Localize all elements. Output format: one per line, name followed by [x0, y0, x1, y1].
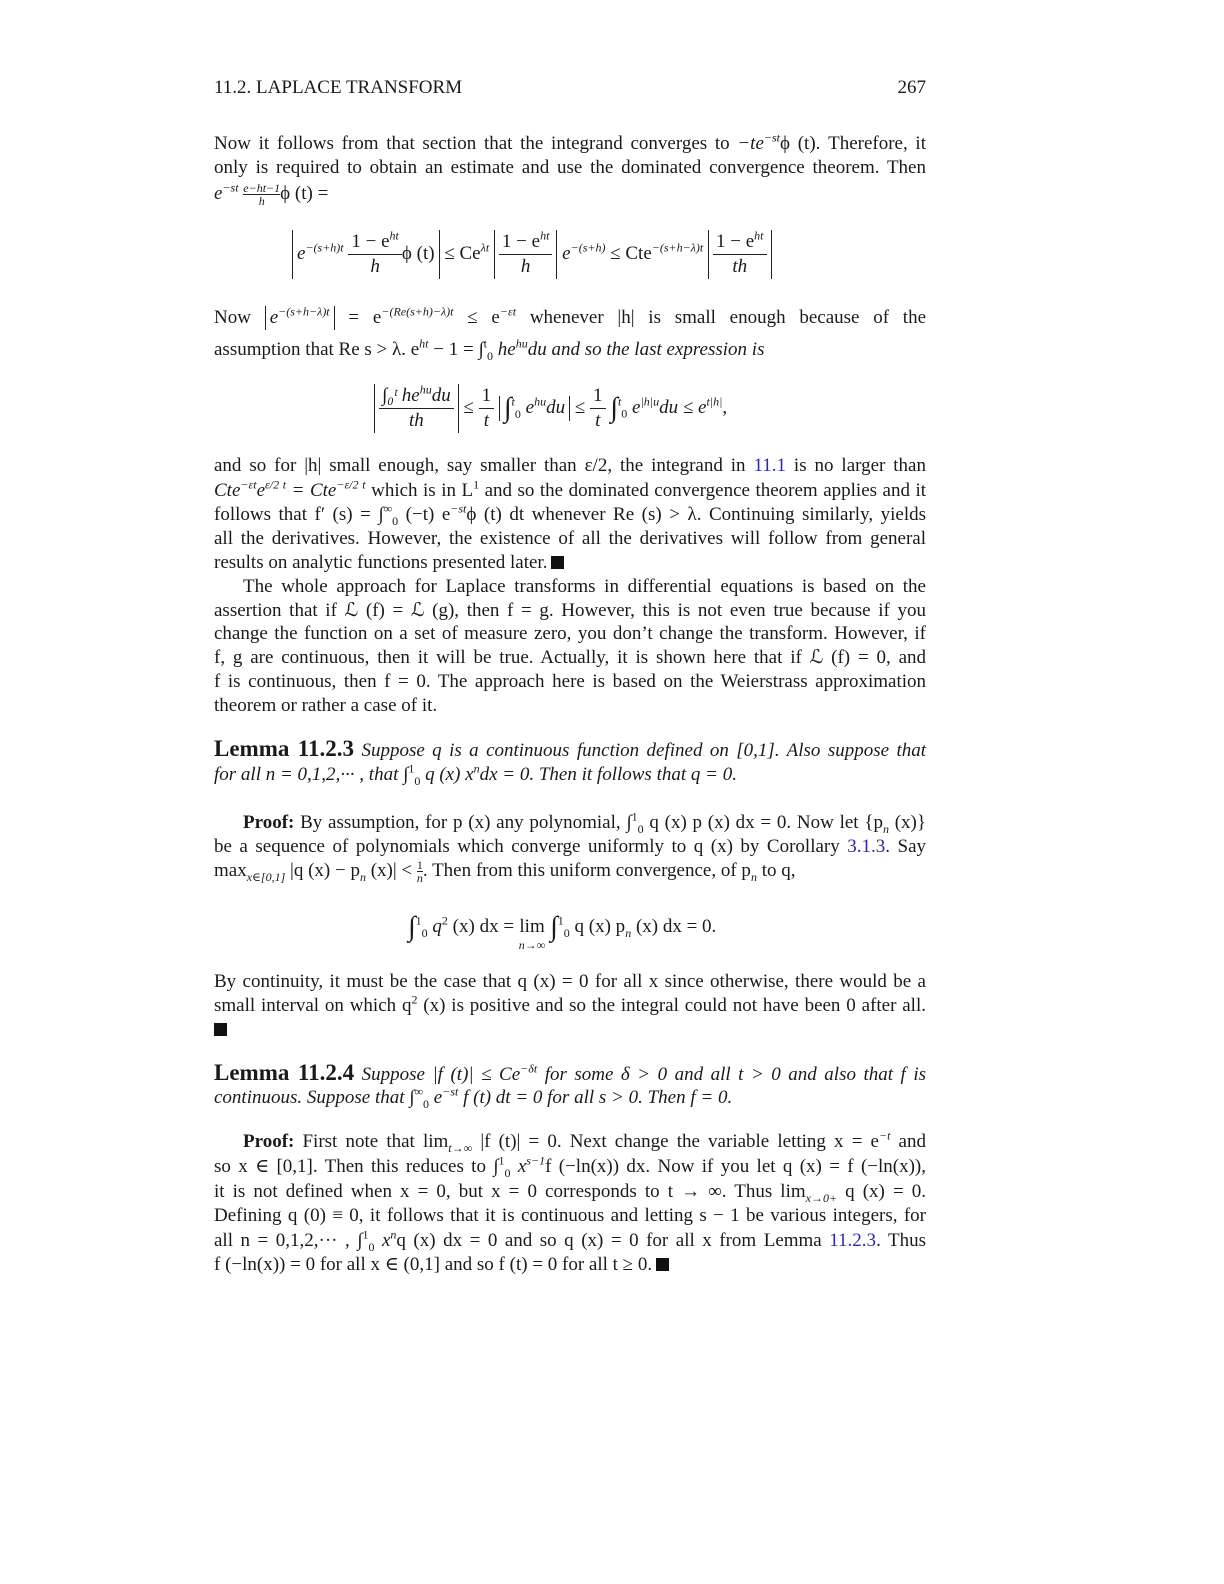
equation-reference-link[interactable]: 11.1: [753, 455, 787, 476]
display-equation-3: ∫$^1_0$ $q^2$ (x) dx = lim n→∞ ∫$^1_0$ q (x) $p_n$ (x) dx = 0.: [408, 911, 717, 952]
proof-line: $\max_{x\in[0,1]} |q$ $(x) - p_n$ (x)| < $\frac{1}{n}$. Then from this uniform convergence, of $p_n$ to q,: [214, 858, 796, 886]
paragraph-line: and so for |h| small enough, say smaller than ε/2, the integrand in 11.1 is no larger than: [214, 455, 926, 476]
paragraph-line: By continuity, it must be the case that q (x) = 0 for all x since otherwise, there would be a: [214, 971, 926, 992]
paragraph-line: results on analytic functions presented later.: [214, 551, 926, 575]
qed-square-icon: [214, 1023, 227, 1036]
proof-line: it is not defined when x = 0, but x = 0 corresponds to t → ∞. Thus $\lim_{x\to 0+} q$ (x) = 0.: [214, 1181, 927, 1205]
paragraph-line: $Cte^{-\varepsilon t}e^{\varepsilon/2 t} = Cte^{-\varepsilon/2 t}$ which is in $L^1$ and so the dominated convergence theorem applies and it: [214, 477, 927, 501]
paragraph-line: Now $e^{-(s+h-\lambda)t} = e^{-(Re(s+h)-\lambda)t} \le e^{-\varepsilon t}$ whenever |h| is small enough because of the: [214, 304, 927, 328]
qed-square-icon: [656, 1258, 669, 1271]
display-equation-1: $e^{-(s+h)t}$ $\frac{1 - e^{ht}}{h}$ ϕ $(t) \le Ce^{\lambda t}$ $\frac{1 - e^{ht}}{h}$ $e^{-(s+h)} \le Cte^{-(s+h-\lambda)t}$ $\frac{1 - e^{ht}}{th}$: [292, 230, 772, 279]
paragraph-line: assumption that Re s > λ. $e^{ht} - 1 = \int^t_0$ $he^{hu}du$ and so the last expression is: [214, 336, 765, 363]
paragraph-line: $e^{-st}$ $\frac{e-ht-1}{h}\phi$ (t) =: [214, 180, 329, 209]
paragraph-line: change the function on a set of measure zero, you don’t change the transform. However, if: [214, 623, 926, 644]
lemma-statement: continuous. Suppose that $\int^\infty_0$ $e^{-st}$ f (t) dt = 0 for all s > 0. Then f = 0.: [214, 1084, 733, 1111]
paragraph-line: theorem or rather a case of it.: [214, 695, 438, 716]
paragraph-line: small interval on which $q^2$ (x) is positive and so the integral could not have been 0 after all.: [214, 992, 926, 1016]
lemma-statement: Lemma 11.2.3 Suppose q is a continuous function defined on [0,1]. Also suppose that: [214, 736, 927, 761]
proof-line: so x ∈ [0,1]. Then this reduces to ∫$^1_0$ $x^{s-1}f$ (−ln(x)) dx. Now if you let q (x) = f (−ln(x)),: [214, 1153, 927, 1180]
paragraph-line: only is required to obtain an estimate and use the dominated convergence theorem. Then: [214, 157, 926, 178]
proof-line: f (−ln(x)) = 0 for all x ∈ (0,1] and so f (t) = 0 for all t ≥ 0.: [214, 1253, 926, 1277]
corollary-reference-link[interactable]: 3.1.3: [847, 836, 886, 857]
paragraph-line: assertion that if ℒ (f) = ℒ (g), then f = g. However, this is not even true because if you: [214, 600, 926, 621]
running-header-section: 11.2. LAPLACE TRANSFORM: [214, 77, 463, 98]
paragraph-line: The whole approach for Laplace transforms in differential equations is based on the: [243, 576, 926, 597]
lemma-title: Lemma 11.2.3: [214, 736, 355, 761]
lemma-statement: Lemma 11.2.4 Suppose |f $(t)| \le Ce^{-\delta t}$ for some δ > 0 and all t > 0 and also that f is: [214, 1060, 926, 1085]
paragraph-line: f, g are continuous, then it will be true. Actually, it is shown here that if ℒ (f) = 0, and: [214, 647, 926, 668]
lemma-reference-link[interactable]: 11.2.3: [829, 1230, 877, 1251]
lemma-title: Lemma 11.2.4: [214, 1060, 355, 1085]
proof-line: Defining q (0) ≡ 0, it follows that it is continuous and letting s − 1 be various integers, for: [214, 1205, 926, 1226]
paragraph-line: follows that f′ $(s) = \int^\infty_0$ (−t) $e^{-st}\phi$ (t) dt whenever Re (s) > λ. Continuing similarly, yields: [214, 501, 926, 528]
proof-line: all n = 0,1,2,··· , ∫$^1_0$ $x^nq$ (x) dx = 0 and so q (x) = 0 for all x from Lemma 11.2.3. Thus: [214, 1227, 926, 1254]
paragraph-line: Now it follows from that section that the integrand converges to $-te^{-st}\phi$ (t). Therefore, it: [214, 130, 926, 154]
proof-line: Proof: First note that $\lim_{t\to\infty} |f$ (t)| = 0. Next change the variable letting $x = e^{-t}$ and: [243, 1128, 926, 1155]
proof-line: Proof: By assumption, for p (x) any polynomial, ∫$^1_0$ q (x) p (x) dx = 0. Now let {$p_n$ (x)}: [243, 809, 926, 836]
paragraph-line: all the derivatives. However, the existence of all the derivatives will follow from general: [214, 528, 926, 549]
page-number: 267: [897, 77, 926, 98]
proof-label: Proof:: [243, 1131, 295, 1152]
lemma-statement: for all n = 0,1,2,··· , that ∫$^1_0$ q (x) $x^ndx = 0$. Then it follows that q = 0.: [214, 761, 737, 788]
paragraph-line: [214, 1018, 926, 1042]
paragraph-line: f is continuous, then f = 0. The approach here is based on the Weierstrass approximation: [214, 671, 926, 692]
qed-square-icon: [551, 556, 564, 569]
display-equation-2: $\frac{\int_0ᵗ he^{hu}du}{th}$ ≤ $\frac{1}{t}$ ∫$^t_0$ $e^{hu}du$ ≤ $\frac{1}{t}$ ∫$^t_0$ $e^{|h|u}du \le e^{t|h|}$,: [374, 384, 727, 433]
proof-label: Proof:: [243, 812, 295, 833]
proof-line: be a sequence of polynomials which converge uniformly to q (x) by Corollary 3.1.3. Say: [214, 836, 927, 857]
